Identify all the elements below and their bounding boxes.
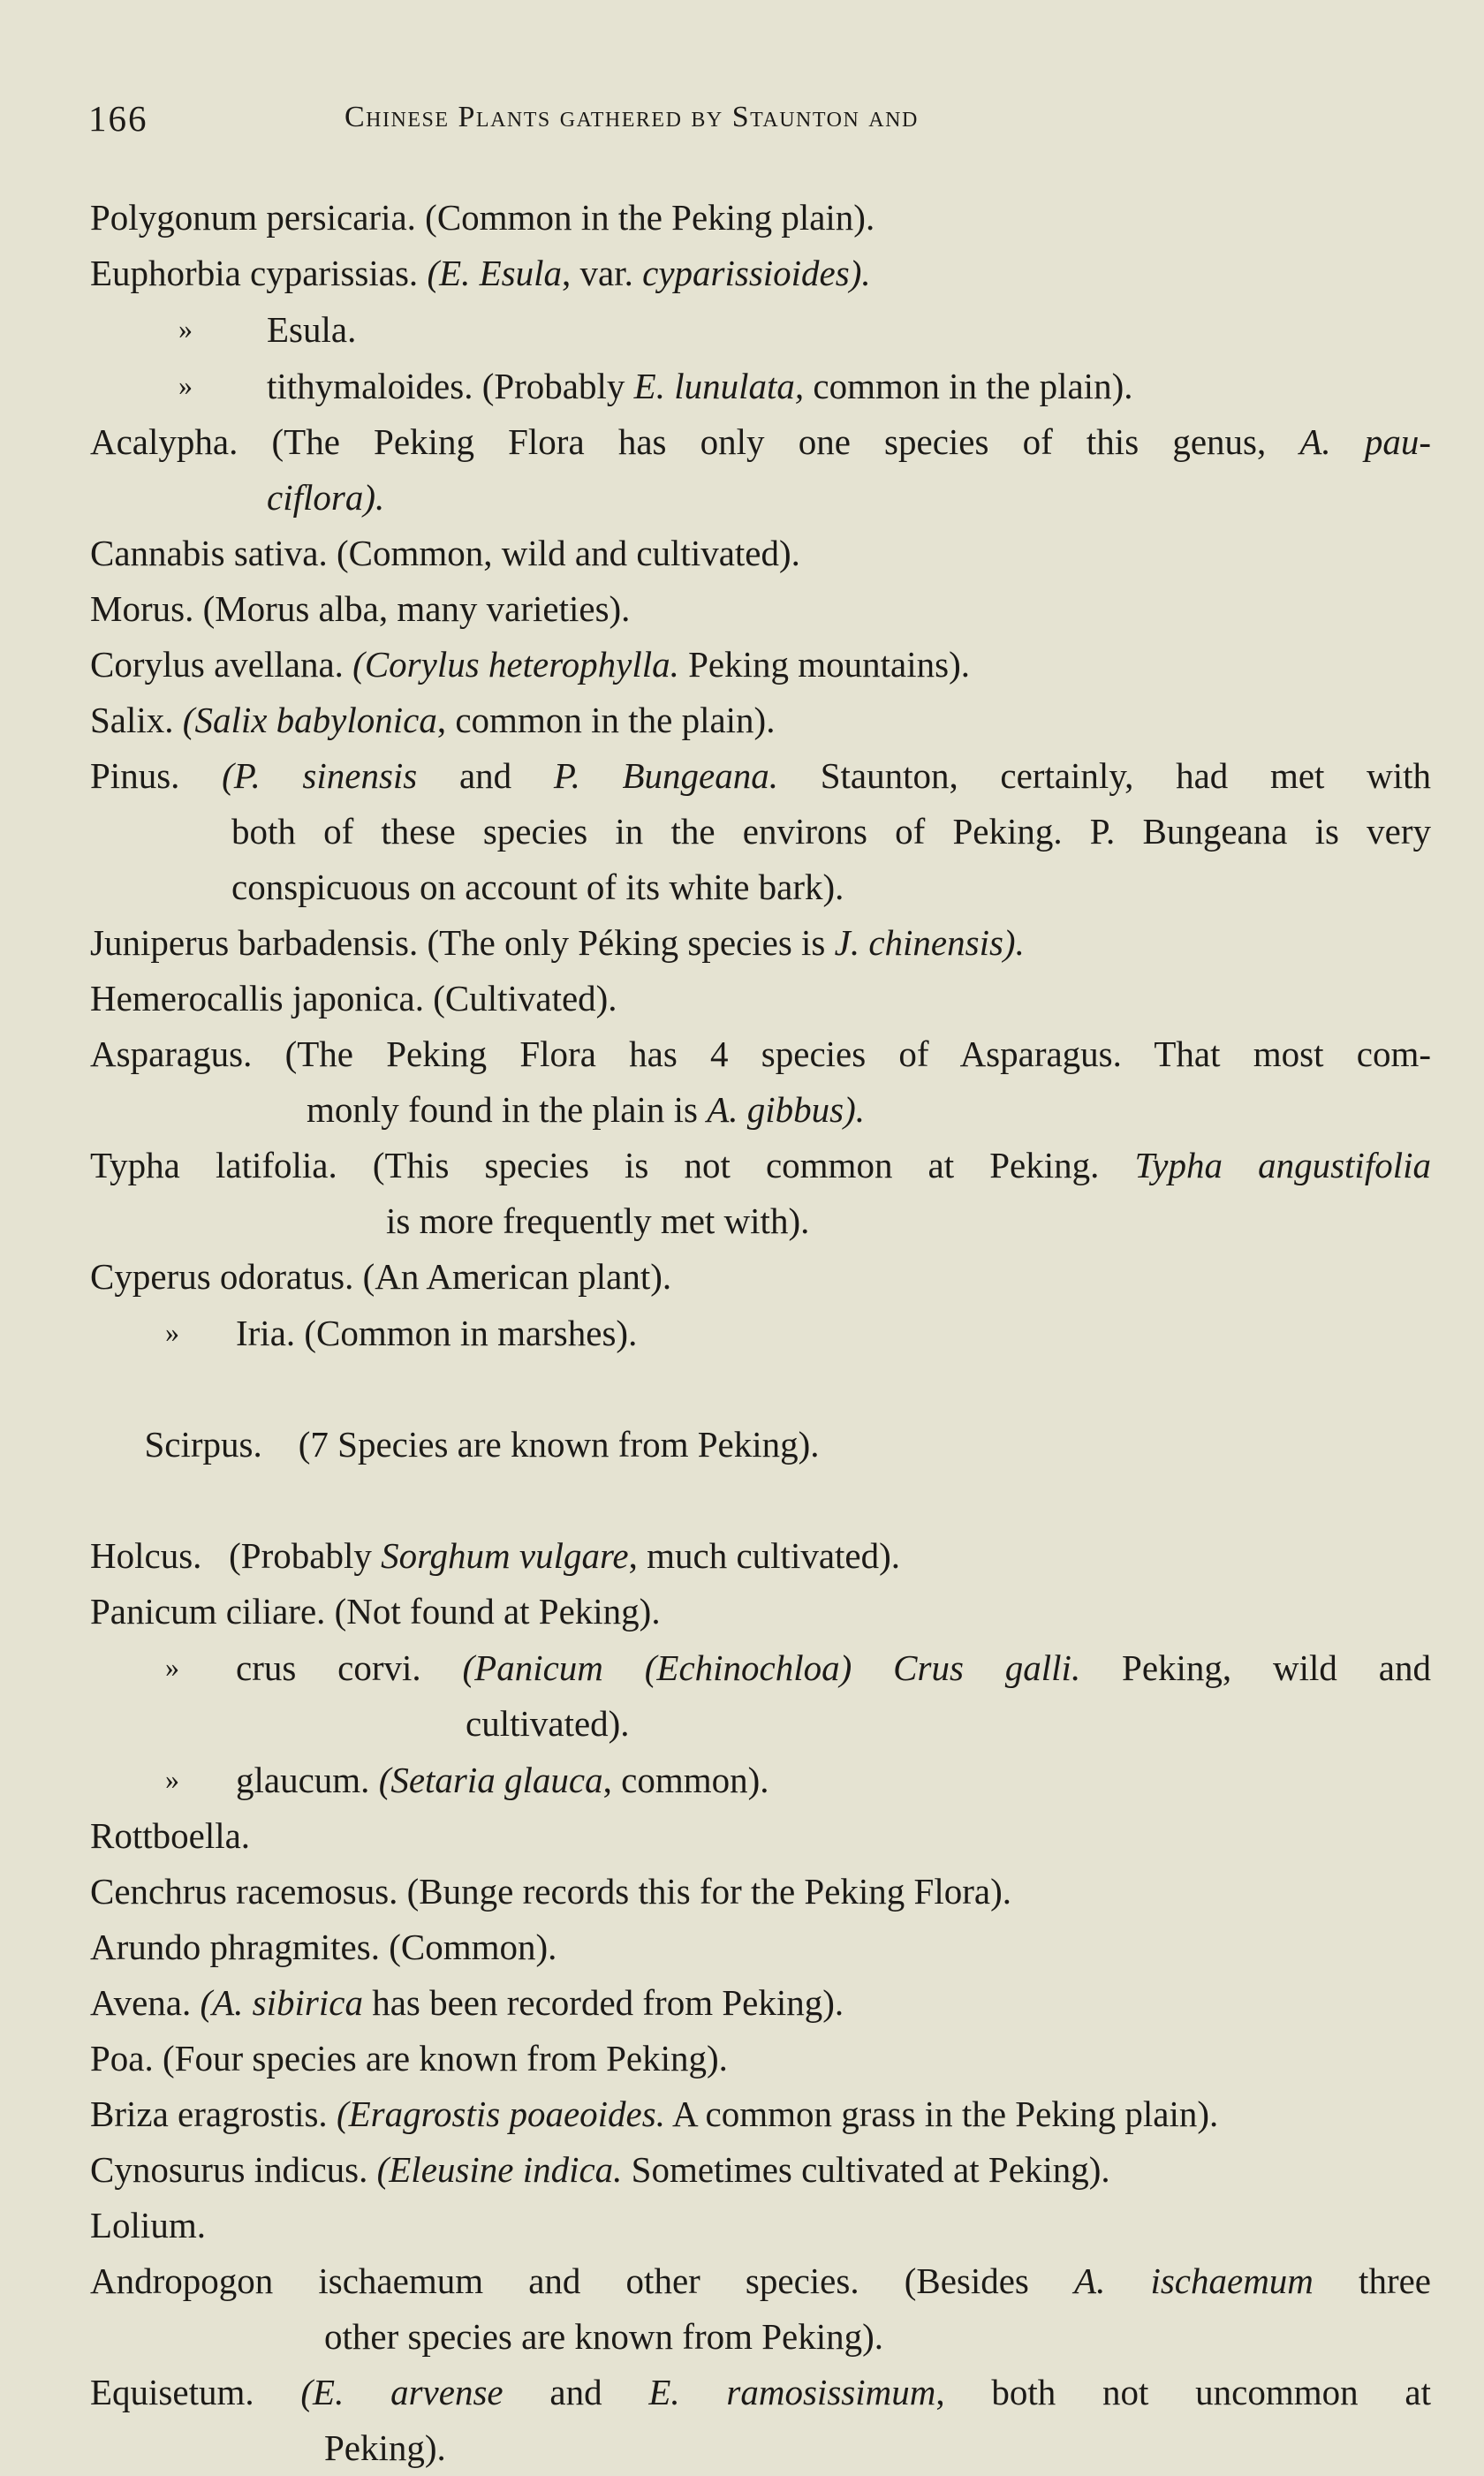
list-entry <box>90 1639 1431 1752</box>
entry-italic: (Panicum (Echinochloa) Crus galli. <box>462 1647 1081 1688</box>
list-entry <box>90 246 1431 301</box>
entry-continuation: both of these species in the environs of Peking. P. Bungeana is very <box>231 811 1431 852</box>
entry-italic: (Eleusine indica. <box>376 2149 623 2190</box>
list-entry <box>90 414 1431 526</box>
entry-text: Polygonum persicaria. (Common in the Peking plain). <box>90 197 875 238</box>
entry-continuation: other species are known from Peking). <box>324 2316 884 2357</box>
entry-text: Poa. (Four species are known from Peking). <box>90 2038 728 2078</box>
entry-text: Morus. (Morus alba, many varieties). <box>90 588 631 629</box>
entry-text: Equisetum. <box>90 2372 301 2412</box>
entry-text: monly found in the plain is <box>307 1089 708 1130</box>
plant-list <box>90 190 1431 2476</box>
entry-text: Cyperus odoratus. (An American plant). <box>90 1256 672 1297</box>
list-entry <box>90 2031 1431 2086</box>
list-entry <box>90 526 1431 581</box>
entry-italic: A. pau- <box>1299 421 1431 462</box>
list-entry <box>90 915 1431 971</box>
entry-text: Juniperus barbadensis. (The only Péking species is <box>90 922 835 963</box>
entry-text: , var. <box>562 253 643 293</box>
entry-text: Cenchrus racemosus. (Bunge records this for the Peking Flora). <box>90 1871 1011 1912</box>
entry-italic: (A. sibirica <box>200 1982 363 2023</box>
list-entry <box>90 748 1431 915</box>
entry-text: Pinus. <box>90 755 223 796</box>
list-entry <box>90 1584 1431 1639</box>
ditto-mark: » <box>165 1651 179 1683</box>
entry-line <box>90 2365 1431 2420</box>
list-entry <box>90 693 1431 748</box>
entry-text: tithymaloides. (Probably <box>267 366 634 406</box>
entry-italic: A. gibbus). <box>707 1089 866 1130</box>
entry-italic: E. lunulata, <box>633 366 805 406</box>
list-entry <box>90 581 1431 637</box>
entry-continuation: is more frequently met with). <box>386 1200 810 1241</box>
entry-text: Acalypha. (The Peking Flora has only one species of this genus, <box>90 421 1300 462</box>
entry-text: Iria. (Common in marshes). <box>236 1313 638 1353</box>
page-number: 166 <box>88 98 148 139</box>
entry-italic: (E. arvense <box>300 2372 504 2412</box>
entry-text: Staunton, certainly, had met with <box>778 755 1431 796</box>
entry-line <box>90 748 1431 804</box>
entry-italic: (Setaria glauca <box>378 1760 603 1800</box>
list-entry <box>90 1249 1431 1305</box>
list-entry <box>90 358 1431 414</box>
entry-italic: Sorghum vulgare <box>381 1535 629 1576</box>
entry-text: Cannabis sativa. (Common, wild and cultivated). <box>90 533 800 573</box>
page-header <box>88 97 1431 150</box>
entry-text: Hemerocallis japonica. (Cultivated). <box>90 978 617 1018</box>
entry-text: Peking, wild and <box>1080 1647 1431 1688</box>
list-entry <box>90 190 1431 246</box>
entry-text: Arundo phragmites. (Common). <box>90 1927 557 1967</box>
entry-text: common in the plain). <box>804 366 1133 406</box>
list-entry <box>90 1808 1431 1864</box>
entry-text: Scirpus. (7 Species are known from Peking). <box>144 1424 820 1465</box>
entry-text: three <box>1313 2260 1431 2301</box>
entry-italic: A. ischaemum <box>1074 2260 1314 2301</box>
entry-text: Holcus. (Probably <box>90 1535 382 1576</box>
entry-continuation: cultivated). <box>466 1703 630 1744</box>
entry-line <box>90 414 1431 470</box>
entry-italic: (P. sinensis <box>222 755 418 796</box>
entry-line <box>165 1639 1431 1696</box>
entry-text: , common). <box>602 1760 769 1800</box>
list-entry <box>90 301 1431 358</box>
entry-text: A common grass in the Peking plain). <box>664 2094 1219 2134</box>
entry-text: Avena. <box>90 1982 201 2023</box>
entry-text: and <box>417 755 554 796</box>
list-entry <box>90 1361 1431 1528</box>
entry-italic: J. chinensis). <box>834 922 1025 963</box>
entry-text: Asparagus. (The Peking Flora has 4 species of Asparagus. That most com- <box>90 1034 1431 1074</box>
list-entry <box>90 2198 1431 2253</box>
list-entry <box>90 637 1431 693</box>
ditto-mark: » <box>165 1316 179 1348</box>
ditto-mark: » <box>178 369 193 401</box>
entry-text: has been recorded from Peking). <box>362 1982 844 2023</box>
list-entry <box>90 1975 1431 2031</box>
entry-text: Peking mountains). <box>678 644 970 685</box>
entry-italic: P. Bungeana. <box>553 755 779 796</box>
list-entry <box>90 2142 1431 2198</box>
entry-italic: (Eragrostis poaeoides. <box>336 2094 665 2134</box>
entry-text: glaucum. <box>236 1760 379 1800</box>
entry-italic: Typha angustifolia <box>1134 1145 1431 1185</box>
entry-line <box>90 2253 1431 2309</box>
entry-continuation <box>90 1082 1431 1138</box>
entry-text: Esula. <box>267 309 357 350</box>
entry-italic: cyparissioides). <box>642 253 871 293</box>
entry-text: Sometimes cultivated at Peking). <box>622 2149 1110 2190</box>
entry-text: , both not uncommon at <box>935 2372 1432 2412</box>
entry-text: Briza eragrostis. <box>90 2094 337 2134</box>
running-head: Chinese Plants gathered by Staunton and <box>344 101 919 133</box>
entry-italic: E. ramosissimum <box>648 2372 936 2412</box>
entry-continuation: ciflora). <box>267 477 385 518</box>
entry-continuation: conspicuous on account of its white bark). <box>231 867 844 907</box>
list-entry <box>90 2365 1431 2476</box>
list-entry <box>90 2253 1431 2365</box>
list-entry <box>90 1026 1431 1138</box>
list-entry <box>90 1752 1431 1808</box>
list-entry <box>90 1138 1431 1249</box>
list-entry <box>90 1919 1431 1975</box>
list-entry <box>90 2086 1431 2142</box>
entry-text: , much cultivated). <box>628 1535 901 1576</box>
entry-text: crus corvi. <box>236 1647 463 1688</box>
list-entry <box>90 1864 1431 1919</box>
ditto-mark: » <box>165 1763 179 1795</box>
entry-text: , common in the plain). <box>436 700 776 740</box>
entry-italic: (E. Esula <box>427 253 563 293</box>
entry-text: Andropogon ischaemum and other species. (Besides <box>90 2260 1075 2301</box>
entry-italic: (Corylus heterophylla. <box>352 644 679 685</box>
entry-text: Salix. <box>90 700 183 740</box>
entry-text: Corylus avellana. <box>90 644 353 685</box>
entry-text: Panicum ciliare. (Not found at Peking). <box>90 1591 661 1632</box>
entry-text: Lolium. <box>90 2205 206 2245</box>
entry-text: Euphorbia cyparissias. <box>90 253 428 293</box>
list-entry <box>90 1305 1431 1361</box>
list-entry <box>90 971 1431 1026</box>
entry-text: Rottboella. <box>90 1815 251 1856</box>
list-entry <box>90 1528 1431 1584</box>
entry-text: Typha latifolia. (This species is not common at Peking. <box>90 1145 1135 1185</box>
entry-continuation: Peking). <box>324 2427 446 2468</box>
entry-text: and <box>503 2372 649 2412</box>
ditto-mark: » <box>178 313 193 345</box>
entry-text: Cynosurus indicus. <box>90 2149 377 2190</box>
entry-line <box>90 1138 1431 1193</box>
entry-italic: (Salix babylonica <box>182 700 437 740</box>
